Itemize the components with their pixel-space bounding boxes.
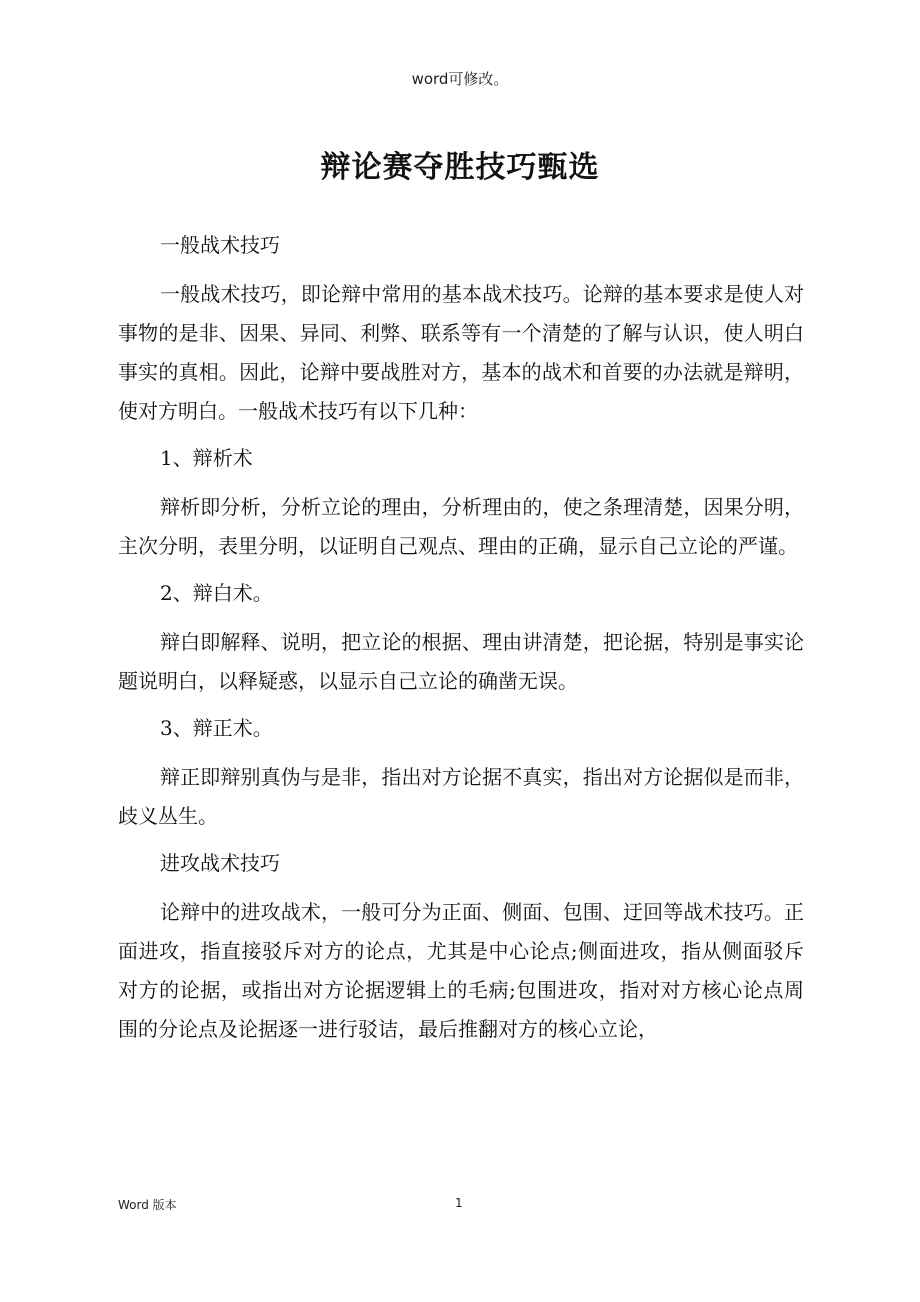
page-number: 1 xyxy=(455,1196,463,1210)
paragraph-correction: 辩正即辩别真伪与是非，指出对方论据不真实，指出对方论据似是而非，歧义丛生。 xyxy=(118,765,804,828)
document-body xyxy=(118,226,804,1057)
paragraph-attack-tactics: 论辩中的进攻战术，一般可分为正面、侧面、包围、迂回等战术技巧。正面进攻，指直接驳斥对方的论点，尤其是中心论点;侧面进攻，指从侧面驳斥对方的论据，或指出对方论据逻辑上的毛病;包围进攻，指对对方核心论点周围的分论点及论据逐一进行驳诘，最后推翻对方的核心立论， xyxy=(118,900,804,1041)
subheading-analysis: 1、辩析术 xyxy=(160,446,253,470)
document-title: 辩论赛夺胜技巧甄选 xyxy=(320,150,600,185)
page-footer xyxy=(118,1196,804,1216)
section-heading-attack-tactics: 进攻战术技巧 xyxy=(160,851,280,875)
footer-label: Word 版本 xyxy=(118,1198,177,1212)
subheading-explanation: 2、辩白术。 xyxy=(160,581,273,605)
paragraph-analysis: 辩析即分析，分析立论的理由，分析理由的，使之条理清楚，因果分明，主次分明，表里分明，以证明自己观点、理由的正确，显示自己立论的严谨。 xyxy=(118,495,804,558)
paragraph-explanation: 辩白即解释、说明，把立论的根据、理由讲清楚，把论据，特别是事实论题说明白，以释疑惑，以显示自己立论的确凿无误。 xyxy=(118,630,804,693)
subheading-correction: 3、辩正术。 xyxy=(160,716,273,740)
page-header: word可修改。 xyxy=(411,70,509,88)
paragraph-general-tactics-intro: 一般战术技巧，即论辩中常用的基本战术技巧。论辩的基本要求是使人对事物的是非、因果、异同、利弊、联系等有一个清楚的了解与认识，使人明白事实的真相。因此，论辩中要战胜对方，基本的战术和首要的办法就是辩明，使对方明白。一般战术技巧有以下几种： xyxy=(118,282,804,423)
section-heading-general-tactics: 一般战术技巧 xyxy=(160,233,280,257)
